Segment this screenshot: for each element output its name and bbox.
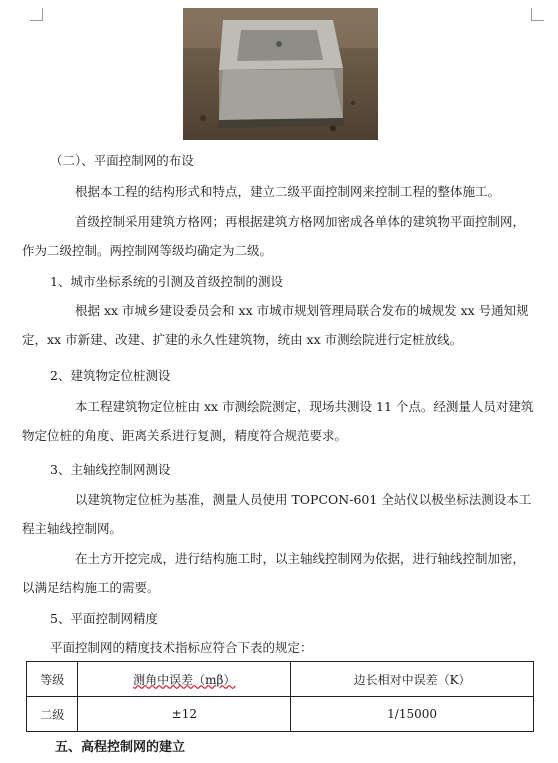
paragraph-city-coordinate: 根据 xx 市城乡建设委员会和 xx 市城市规划管理局联合发布的城规发 xx 号通知规定，xx 市新建、改建、扩建的永久性建筑物，统由 xx 市测绘院进行定桩放线。: [22, 303, 529, 347]
subsection-title-2: 2、建筑物定位桩测设: [50, 368, 171, 383]
page-corner-mark-left: [30, 8, 43, 21]
paragraph-primary-control: 首级控制采用建筑方格网；再根据建筑方格网加密成各单体的建筑物平面控制网，作为二级控制。两控制网等级均确定为二级。: [22, 214, 526, 258]
table-cell: 1/15000: [291, 697, 534, 732]
table-header-text: 测角中误差（mβ）: [133, 672, 236, 687]
paragraph-positioning-pile: 本工程建筑物定位桩由 xx 市测绘院测定，现场共测设 11 个点。经测量人员对建筑物定位桩的角度、距离关系进行复测，精度符合规范要求。: [22, 399, 534, 443]
subsection-title-5: 5、平面控制网精度: [50, 611, 158, 626]
page-corner-mark-right: [531, 8, 544, 21]
table-cell: 二级: [27, 697, 78, 732]
table-header-cell: [78, 662, 291, 697]
control-pile-photo: [183, 8, 378, 140]
table-row: [27, 697, 534, 732]
section-title-elevation-control: 五、高程控制网的建立: [55, 740, 186, 755]
subsection-title-1: 1、城市坐标系统的引测及首级控制的测设: [50, 274, 283, 289]
subsection-title-3: 3、主轴线控制网测设: [50, 462, 171, 477]
table-cell: ±12: [78, 697, 291, 732]
paragraph-main-axis-2: 在土方开挖完成，进行结构施工时，以主轴线控制网为依据，进行轴线控制加密，以满足结构施工的需要。: [22, 551, 526, 595]
table-header-cell: 边长相对中误差（K）: [291, 662, 534, 697]
paragraph-intro: 根据本工程的结构形式和特点，建立二级平面控制网来控制工程的整体施工。: [75, 184, 501, 199]
paragraph-precision-intro: 平面控制网的精度技术指标应符合下表的规定：: [50, 640, 313, 655]
table-header-row: [27, 662, 534, 697]
precision-table: [26, 661, 534, 732]
paragraph-main-axis-1: 以建筑物定位桩为基准，测量人员使用 TOPCON-601 全站仪以极坐标法测设本工程主轴线控制网。: [22, 492, 532, 536]
section-title-plane-control: （二）、平面控制网的布设: [50, 153, 194, 168]
table-header-cell: 等级: [27, 662, 78, 697]
concrete-control-pile-icon: [183, 8, 378, 140]
